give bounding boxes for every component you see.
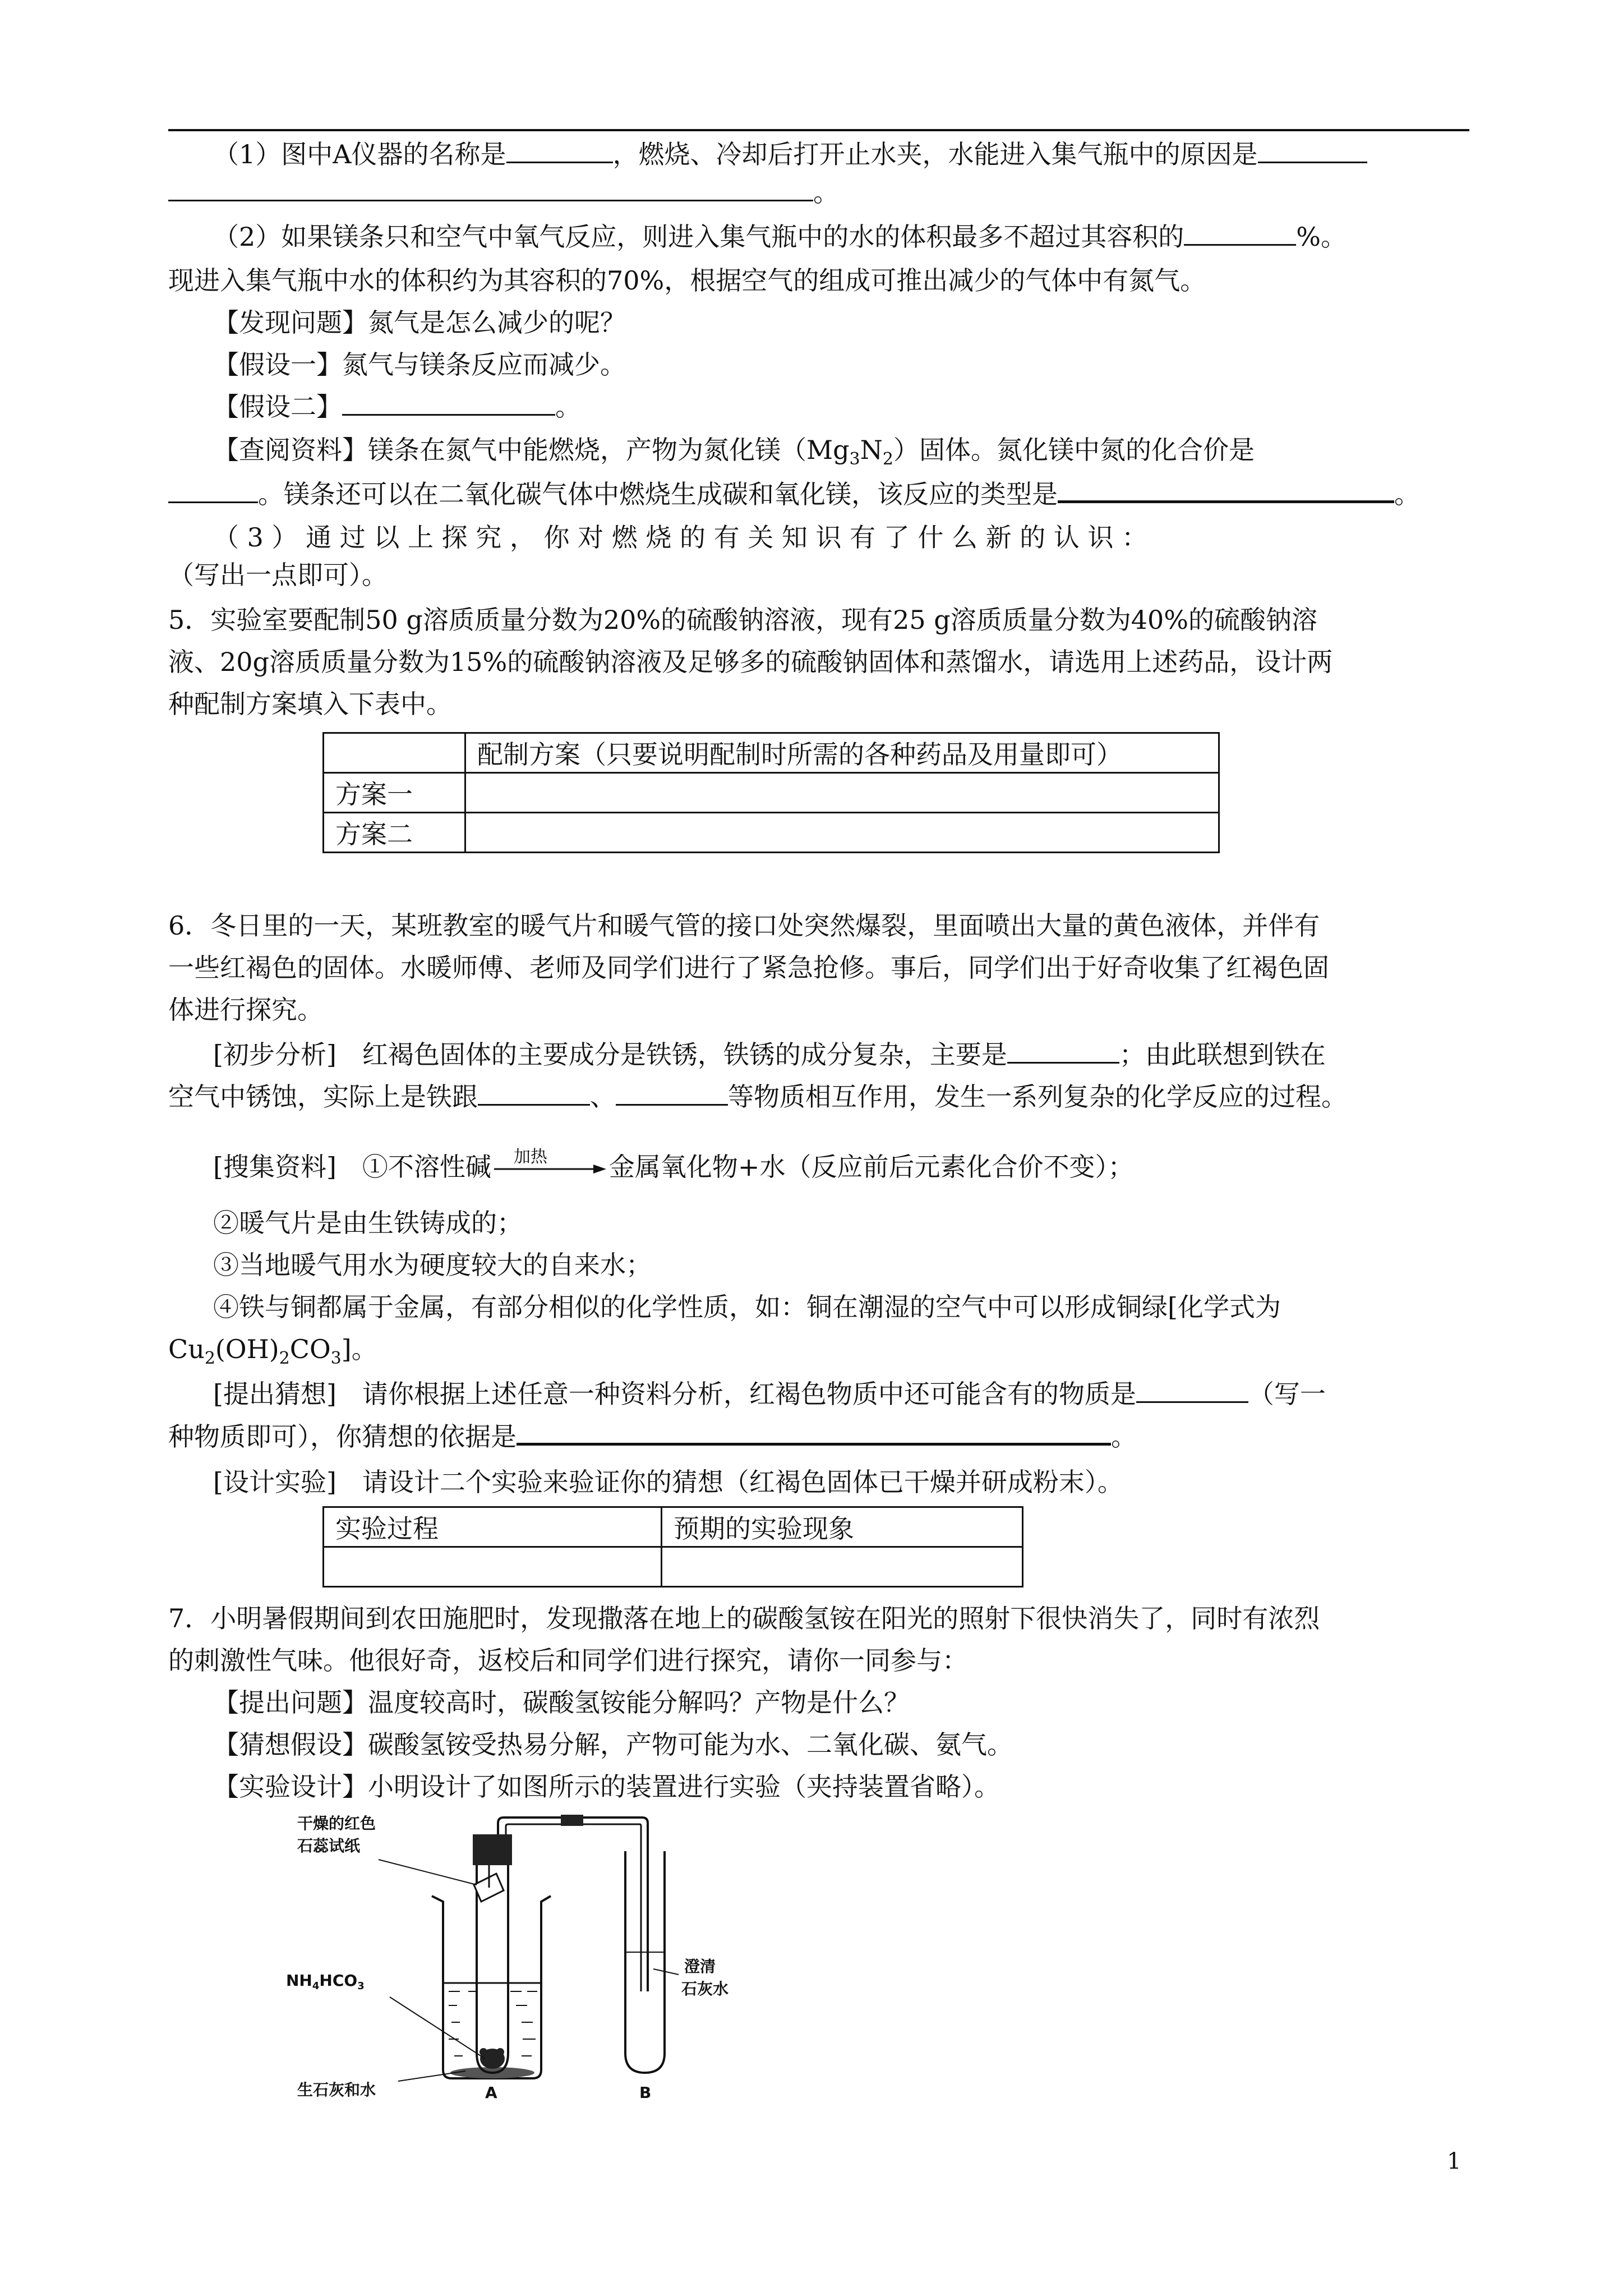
heating-arrow [491, 1147, 609, 1183]
apparatus-diagram [280, 1812, 841, 2104]
subscript: 2 [204, 1349, 215, 1369]
text-line: 7．小明暑假期间到农田施肥时，发现撒落在地上的碳酸氢铵在阳光的照射下很快消失了，同时有浓烈 [168, 1603, 1320, 1634]
text-line: （写出一点即可）。 [168, 560, 388, 590]
text: HCO [319, 1971, 358, 1990]
answer-blank[interactable] [168, 478, 258, 503]
text-line: 的刺激性气味。他很好奇，返校后和同学们进行探究，请你一同参与： [168, 1645, 968, 1676]
text: 。 [1111, 1421, 1137, 1452]
answer-cell[interactable] [465, 813, 1219, 853]
label-a: A [485, 2083, 497, 2102]
label-limewater: 石灰水 [681, 1980, 729, 1998]
text: 、 [590, 1082, 616, 1112]
answer-blank[interactable] [1007, 1038, 1119, 1064]
label-quicklime-water: 生石灰和水 [297, 2081, 376, 2099]
text: 。 [1394, 479, 1420, 509]
text: 种物质即可），你猜想的依据是 [168, 1421, 517, 1452]
q5-table [322, 732, 1220, 853]
right-arrow-icon [491, 1155, 609, 1183]
subscript: 2 [882, 449, 893, 470]
text-line: ④铁与铜都属于金属，有部分相似的化学性质，如：铜在潮湿的空气中可以形成铜绿[化学式为 [213, 1292, 1281, 1322]
text: ]。 [341, 1334, 377, 1364]
text: 空气中锈蚀，实际上是铁跟 [168, 1082, 478, 1112]
text: NH [286, 1971, 312, 1990]
text-line: 5．实验室要配制50 g溶质质量分数为20%的硫酸钠溶液，现有25 g溶质质量分数为40%的硫酸钠溶 [168, 605, 1317, 635]
subscript: 3 [357, 1980, 365, 1992]
text: %。 [1296, 222, 1347, 252]
table-header: 实验过程 [324, 1507, 662, 1547]
answer-blank[interactable] [1136, 1378, 1248, 1403]
answer-blank[interactable] [168, 176, 813, 201]
text: （2）如果镁条只和空气中氧气反应，则进入集气瓶中的水的体积最多不超过其容积的 [213, 222, 1184, 252]
q4-ref-line [213, 433, 1255, 476]
text: (OH) [215, 1334, 279, 1364]
text-line: 液、20g溶质质量分数为15%的硫酸钠溶液及足够多的硫酸钠固体和蒸馏水，请选用上述药品，设计两 [168, 647, 1333, 677]
text-line: [设计实验] 请设计二个实验来验证你的猜想（红褐色固体已干燥并研成粉末）。 [213, 1467, 1123, 1497]
text-line: 体进行探究。 [168, 995, 323, 1025]
subscript: 3 [330, 1349, 342, 1369]
arrow-label: 加热 [513, 1147, 547, 1167]
text-line: 【提出问题】温度较高时，碳酸氢铵能分解吗？产物是什么？ [213, 1687, 910, 1718]
text-line: （ 3 ） 通 过 以 上 探 究 ， 你 对 燃 烧 的 有 关 知 识 有 了 什 么 新 的 认 识 ： [213, 522, 1148, 553]
q4-part2-line [213, 220, 1347, 254]
label-b: B [639, 2083, 652, 2102]
answer-blank[interactable] [506, 138, 613, 163]
subscript: 4 [312, 1980, 320, 1992]
text: [搜集资料] ①不溶性碱 [213, 1152, 491, 1182]
answer-cell[interactable] [465, 773, 1219, 813]
q4-ref-line2 [168, 477, 1420, 511]
q6-table [322, 1506, 1023, 1588]
q6-collect-line [213, 1147, 1134, 1184]
text-line: ②暖气片是由生铁铸成的； [213, 1208, 523, 1238]
text: 金属氧化物+水（反应前后元素化合价不变）； [608, 1152, 1134, 1182]
text: [初步分析] 红褐色固体的主要成分是铁锈，铁锈的成分复杂，主要是 [213, 1039, 1007, 1070]
text-line: 现进入集气瓶中水的体积约为其容积的70%，根据空气的组成可推出减少的气体中有氮气。 [168, 265, 1206, 296]
q4-part1-line2 [168, 176, 839, 209]
text-line: 【实验设计】小明设计了如图所示的装置进行实验（夹持装置省略）。 [213, 1772, 1000, 1802]
text-line: 种配制方案填入下表中。 [168, 689, 452, 719]
text: CO [289, 1334, 331, 1364]
label-red-litmus-paper: 干燥的红色 [297, 1814, 376, 1833]
q6-formula-line [168, 1332, 377, 1375]
answer-blank[interactable] [342, 390, 555, 416]
q4-part1-line [213, 137, 1367, 171]
answer-blank[interactable] [517, 1419, 1111, 1446]
table-header: 预期的实验现象 [662, 1507, 1023, 1547]
text: Cu [168, 1334, 205, 1364]
answer-blank[interactable] [478, 1080, 590, 1106]
label-red-litmus-paper: 石蕊试纸 [297, 1837, 361, 1855]
text: 【假设二】 [213, 392, 342, 422]
q6-analysis-line [213, 1038, 1326, 1071]
text-line: 6．冬日里的一天，某班教室的暖气片和暖气管的接口处突然爆裂，里面喷出大量的黄色液体，并伴有 [168, 910, 1320, 941]
text: [提出猜想] 请你根据上述任意一种资料分析，红褐色物质中还可能含有的物质是 [213, 1379, 1136, 1409]
text: 。镁条还可以在二氧化碳气体中燃烧生成碳和氧化镁，该反应的类型是 [258, 479, 1058, 509]
text: 等物质相互作用，发生一系列复杂的化学反应的过程。 [728, 1082, 1347, 1112]
text: ，燃烧、冷却后打开止水夹，水能进入集气瓶中的原因是 [612, 139, 1258, 169]
test-tube-icon [473, 1834, 512, 2073]
text: 【查阅资料】镁条在氮气中能燃烧，产物为氮化镁（Mg [213, 435, 850, 465]
text: 。 [813, 177, 839, 208]
text: 。 [555, 392, 581, 422]
text: （写一 [1248, 1379, 1326, 1409]
q6-analysis-line2 [168, 1080, 1347, 1114]
text-line: ③当地暖气用水为硬度较大的自来水； [213, 1250, 652, 1280]
label-limewater: 澄清 [684, 1957, 716, 1976]
text: （1）图中A仪器的名称是 [213, 139, 506, 169]
text-line: 【发现问题】氮气是怎么减少的呢？ [213, 307, 626, 338]
table-row-label: 方案二 [324, 813, 465, 853]
q4-hyp2-line [213, 390, 581, 424]
header-rule [168, 129, 1469, 131]
q6-guess-line2 [168, 1419, 1137, 1453]
answer-blank[interactable] [616, 1080, 728, 1106]
q6-guess-line [213, 1377, 1326, 1411]
answer-cell[interactable] [662, 1547, 1023, 1587]
text-line: 一些红褐色的固体。水暖师傅、老师及同学们进行了紧急抢修。事后，同学们出于好奇收集了红褐色固 [168, 953, 1329, 983]
answer-blank[interactable] [1258, 138, 1367, 163]
answer-cell[interactable] [324, 1547, 662, 1587]
text: N [860, 435, 883, 465]
page-number: 1 [1447, 2148, 1461, 2174]
answer-blank[interactable] [1058, 477, 1394, 503]
subscript: 3 [849, 449, 860, 470]
label-nh4hco3 [286, 1971, 365, 1992]
test-tube-b-icon [625, 1851, 665, 2073]
leader-lines [379, 1860, 679, 2081]
subscript: 2 [279, 1349, 290, 1369]
table-cell [324, 733, 465, 773]
text: ；由此联想到铁在 [1119, 1039, 1326, 1070]
text-line: 【猜想假设】碳酸氢铵受热易分解，产物可能为水、二氧化碳、氨气。 [213, 1729, 1013, 1760]
text: ）固体。氮化镁中氮的化合价是 [893, 435, 1255, 465]
answer-blank[interactable] [1184, 220, 1296, 246]
text-line: 【假设一】氮气与镁条反应而减少。 [213, 349, 626, 380]
table-row-label: 方案一 [324, 773, 465, 813]
table-header: 配制方案（只要说明配制时所需的各种药品及用量即可） [465, 733, 1219, 773]
